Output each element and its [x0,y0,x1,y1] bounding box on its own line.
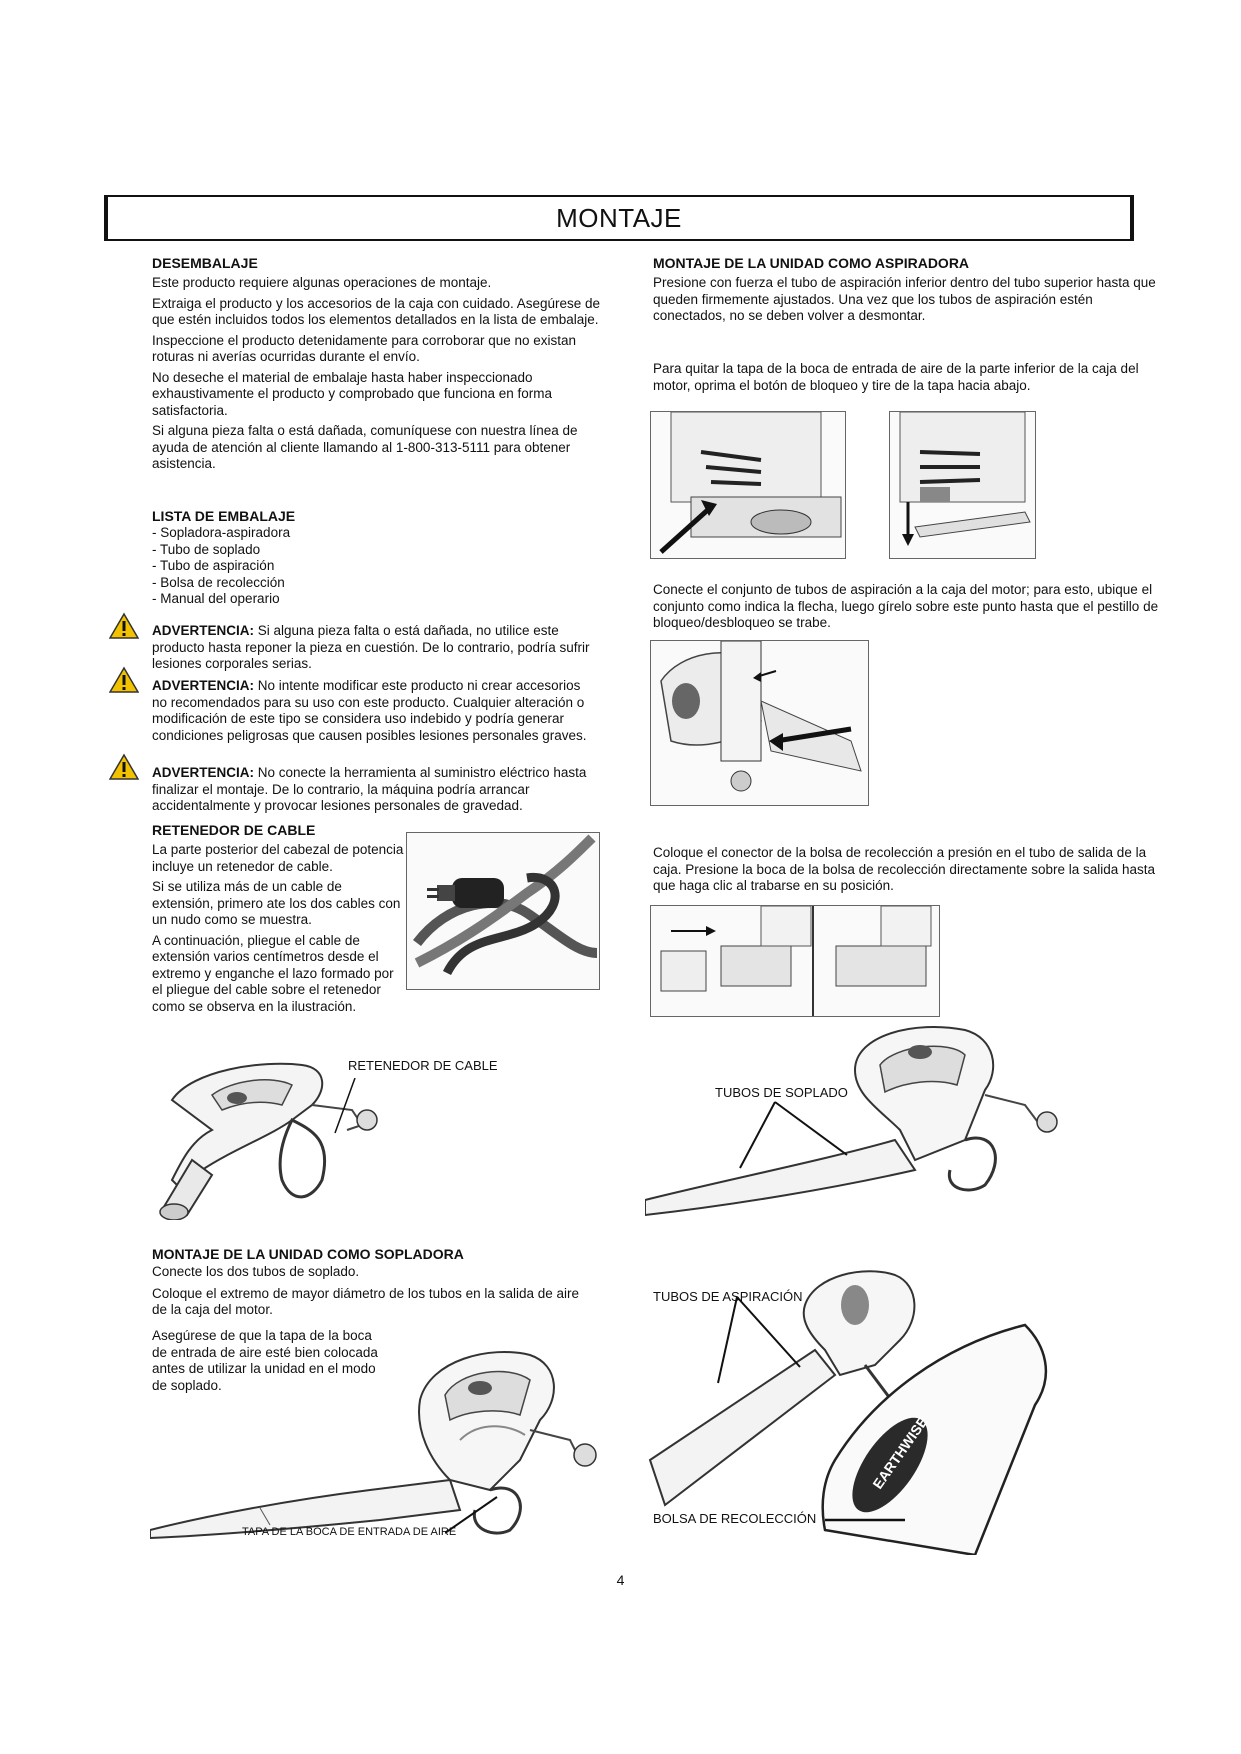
vacuum-paragraph-1: Presione con fuerza el tubo de aspiración inferior dentro del tubo superior hasta que queden firmemente ajustados. Una vez que los tubos de aspiración estén conectados, no se deben volver a desmontar. [653,275,1156,323]
packing-item: - Sopladora-aspiradora [152,525,291,540]
intake-cover-figure-2 [889,411,1036,559]
section-banner [104,195,1134,241]
vacuum-paragraph-3: Conecte el conjunto de tubos de aspiración a la caja del motor; para esto, ubique el conjunto como indica la flecha, luego gírelo sobre este punto hasta que el pestillo de bloqueo/desbloqueo se trabe. [653,582,1159,630]
warning-1 [152,623,597,673]
packing-list [152,525,290,608]
unpack-paragraph: Este producto requiere algunas operaciones de montaje. [152,275,492,290]
pointer-lines [700,1295,810,1385]
cover-pull-illustration [890,412,1035,558]
warning-icon [109,666,139,694]
blower-paragraph: Asegúrese de que la tapa de la boca de entrada de aire esté bien colocada antes de utilizar la unidad en el modo de soplado. [152,1328,378,1393]
lock-button-illustration [651,412,845,558]
vacuum-heading: MONTAJE DE LA UNIDAD COMO ASPIRADORA [653,255,970,271]
intake-cover-figure-1 [650,411,846,559]
pointer-line [825,1515,905,1525]
cable-heading: RETENEDOR DE CABLE [152,822,316,838]
bag-connector-illustration [651,906,939,1016]
cable-paragraph: A continuación, pliegue el cable de extensión varios centímetros desde el extremo y enganche el lazo formado por el pliegue del cable sobre el retenedor como se observa en la ilustración. [152,932,394,1014]
warning-icon [109,753,139,781]
bag-connector-figure [650,905,940,1017]
packing-item: - Bolsa de recolección [152,574,285,590]
unpack-paragraph: Inspeccione el producto detenidamente para corroborar que no existan roturas ni averías ocurridas durante el envío. [152,332,577,364]
cable-knot-figure [406,832,600,990]
bag-label: BOLSA DE RECOLECCIÓN [653,1511,817,1526]
bag-brand-text: EARTHWISE [869,1413,931,1492]
blower-heading: MONTAJE DE LA UNIDAD COMO SOPLADORA [152,1246,464,1262]
packing-heading: LISTA DE EMBALAJE [152,508,296,524]
packing-item: - Tubo de soplado [152,541,261,557]
attach-tube-figure [650,640,869,806]
cable-paragraph: La parte posterior del cabezal de potencia incluye un retenedor de cable. [152,842,404,874]
blower-paragraph: Coloque el extremo de mayor diámetro de los tubos en la salida de aire de la caja del motor. [152,1285,579,1317]
vac-tubes-label: TUBOS DE ASPIRACIÓN [653,1289,803,1304]
page-title: MONTAJE [556,203,682,233]
unpack-paragraph: No deseche el material de embalaje hasta haber inspeccionado exhaustivamente el producto y comprobado que funciona en forma satisfactoria. [152,369,552,418]
warning-label: ADVERTENCIA: [152,623,255,638]
unpack-paragraph: Si alguna pieza falta o está dañada, comuníquese con nuestra línea de ayuda de atención al cliente llamando al 1-800-313-5111 para obtener asistencia. [152,423,578,471]
vacuum-paragraph-4: Coloque el conector de la bolsa de recolección a presión en el tubo de salida de la caja. Presione la boca de la bolsa de recolección directamente sobre la salida hasta que haga clic al trabarse en su posición. [653,845,1156,893]
pointer-lines [735,1100,855,1170]
cable-text [152,842,407,1015]
unpack-paragraph: Extraiga el producto y los accesorios de la caja con cuidado. Asegúrese de que estén incluidos todos los elementos detallados en la lista de embalaje. [152,295,601,327]
unpack-text [152,275,602,473]
blower-illustration [150,1340,600,1540]
warning-text: No conecte la herramienta al suministro eléctrico hasta finalizar el montaje. De lo contrario, la máquina podría arrancar accidentalmente y provocar lesiones personales de gravedad. [152,765,587,813]
warning-2 [152,678,597,744]
blow-tubes-label: TUBOS DE SOPLADO [715,1085,848,1100]
packing-item: - Tubo de aspiración [152,558,275,573]
intake-cover-label: TAPA DE LA BOCA DE ENTRADA DE AIRE [242,1526,457,1538]
blower-paragraph: Conecte los dos tubos de soplado. [152,1264,360,1279]
attach-tube-illustration [651,641,868,805]
warning-label: ADVERTENCIA: [152,678,255,693]
unpack-heading: DESEMBALAJE [152,255,258,271]
blower-tubes-illustration [645,1010,1065,1220]
warning-3 [152,765,602,815]
page-number: 4 [616,1572,625,1588]
cable-retainer-label: RETENEDOR DE CABLE [348,1058,498,1073]
warning-text: No intente modificar este producto ni crear accesorios no recomendados para su uso con este producto. Cualquier alteración o modificación de este tipo se considera uso indebido y podría generar condiciones peligrosas que causen posibles lesiones personales graves. [152,678,587,743]
warning-label: ADVERTENCIA: [152,765,255,780]
warning-icon [109,612,139,640]
pointer-line [330,1078,360,1136]
cable-paragraph: Si se utiliza más de un cable de extensión, primero ate los dos cables con un nudo como se muestra. [152,879,401,927]
packing-item: - Manual del operario [152,591,280,606]
warning-text: Si alguna pieza falta o está dañada, no utilice este producto hasta reponer la pieza en cuestión. De lo contrario, podría sufrir lesiones corporales serias. [152,623,590,671]
cable-knot-illustration [407,833,599,989]
blower-text-1 [152,1264,582,1319]
vacuum-paragraph-2: Para quitar la tapa de la boca de entrada de aire de la parte inferior de la caja del motor, oprima el botón de bloqueo y tire de la tapa hacia abajo. [653,361,1139,393]
